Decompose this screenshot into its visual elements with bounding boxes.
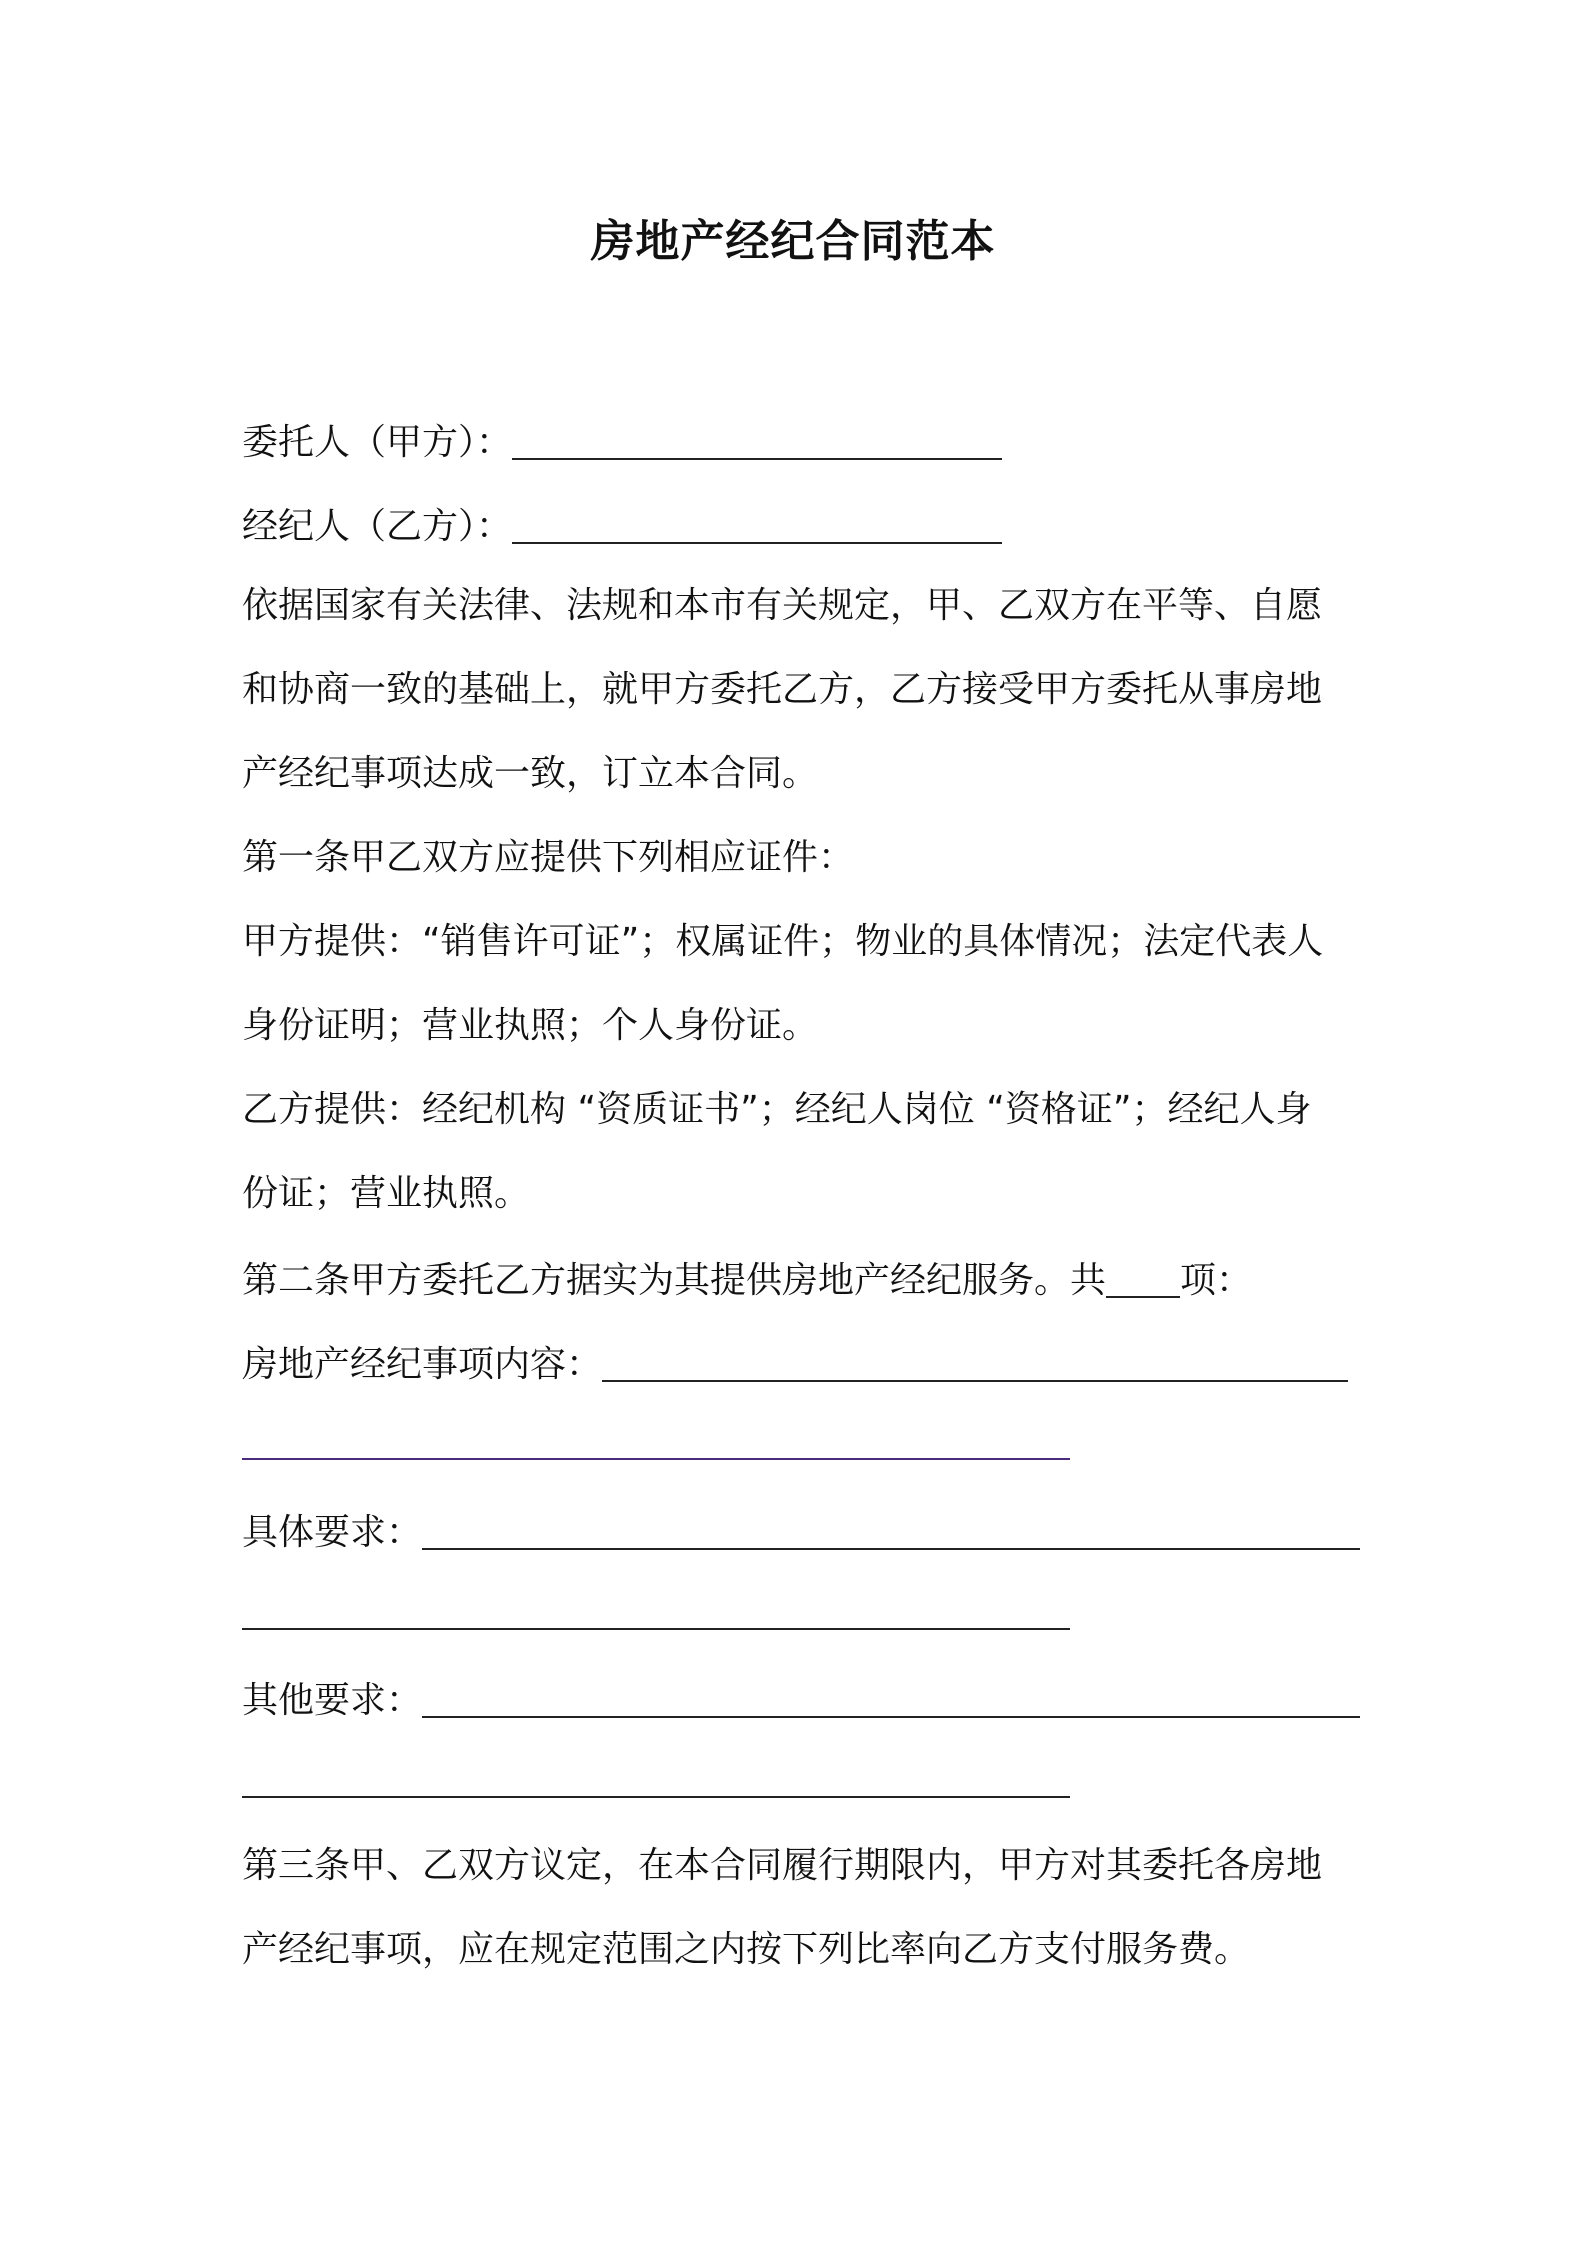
preamble-line-3: 产经纪事项达成一致，订立本合同。 xyxy=(242,753,819,794)
party-b-blank[interactable] xyxy=(512,506,1002,544)
article1-a-line-2: 身份证明；营业执照；个人身份证。 xyxy=(242,1005,819,1046)
other-requirements-line xyxy=(242,1674,1360,1725)
article3-line-1: 第三条甲、乙双方议定，在本合同履行期限内，甲方对其委托各房地 xyxy=(242,1845,1323,1886)
document-title: 房地产经纪合同范本 xyxy=(590,216,996,267)
party-b-line xyxy=(242,500,1002,551)
matters-blank[interactable] xyxy=(602,1344,1348,1382)
article1-b-line-2: 份证；营业执照。 xyxy=(242,1173,531,1214)
article1-a-line-1: 甲方提供：“销售许可证”；权属证件；物业的具体情况；法定代表人 xyxy=(242,921,1324,962)
item-count-blank[interactable] xyxy=(1106,1260,1180,1298)
matters-line xyxy=(242,1338,1348,1389)
article1-heading: 第一条甲乙双方应提供下列相应证件： xyxy=(242,837,855,878)
party-a-label: 委托人（甲方）： xyxy=(242,422,513,463)
party-a-blank[interactable] xyxy=(512,422,1002,460)
requirements-label: 具体要求： xyxy=(242,1512,423,1553)
matters-continuation-blank[interactable] xyxy=(242,1458,1070,1460)
article2-suffix: 项： xyxy=(1180,1260,1253,1301)
other-requirements-blank[interactable] xyxy=(422,1680,1360,1718)
article2-text: 第二条甲方委托乙方据实为其提供房地产经纪服务。共 xyxy=(242,1260,1107,1301)
requirements-line xyxy=(242,1506,1360,1557)
article3-line-2: 产经纪事项，应在规定范围之内按下列比率向乙方支付服务费。 xyxy=(242,1929,1251,1970)
article1-b-line-1: 乙方提供：经纪机构 “资质证书”；经纪人岗位 “资格证”；经纪人身 xyxy=(242,1089,1312,1130)
requirements-continuation-blank[interactable] xyxy=(242,1628,1070,1630)
requirements-blank[interactable] xyxy=(422,1512,1360,1550)
matters-label: 房地产经纪事项内容： xyxy=(242,1344,603,1385)
party-b-label: 经纪人（乙方）： xyxy=(242,506,513,547)
party-a-line xyxy=(242,416,1002,467)
other-requirements-label: 其他要求： xyxy=(242,1680,423,1721)
article2-line xyxy=(242,1254,1252,1305)
other-continuation-blank[interactable] xyxy=(242,1796,1070,1798)
preamble-line-1: 依据国家有关法律、法规和本市有关规定，甲、乙双方在平等、自愿 xyxy=(242,585,1323,626)
preamble-line-2: 和协商一致的基础上，就甲方委托乙方，乙方接受甲方委托从事房地 xyxy=(242,669,1323,710)
